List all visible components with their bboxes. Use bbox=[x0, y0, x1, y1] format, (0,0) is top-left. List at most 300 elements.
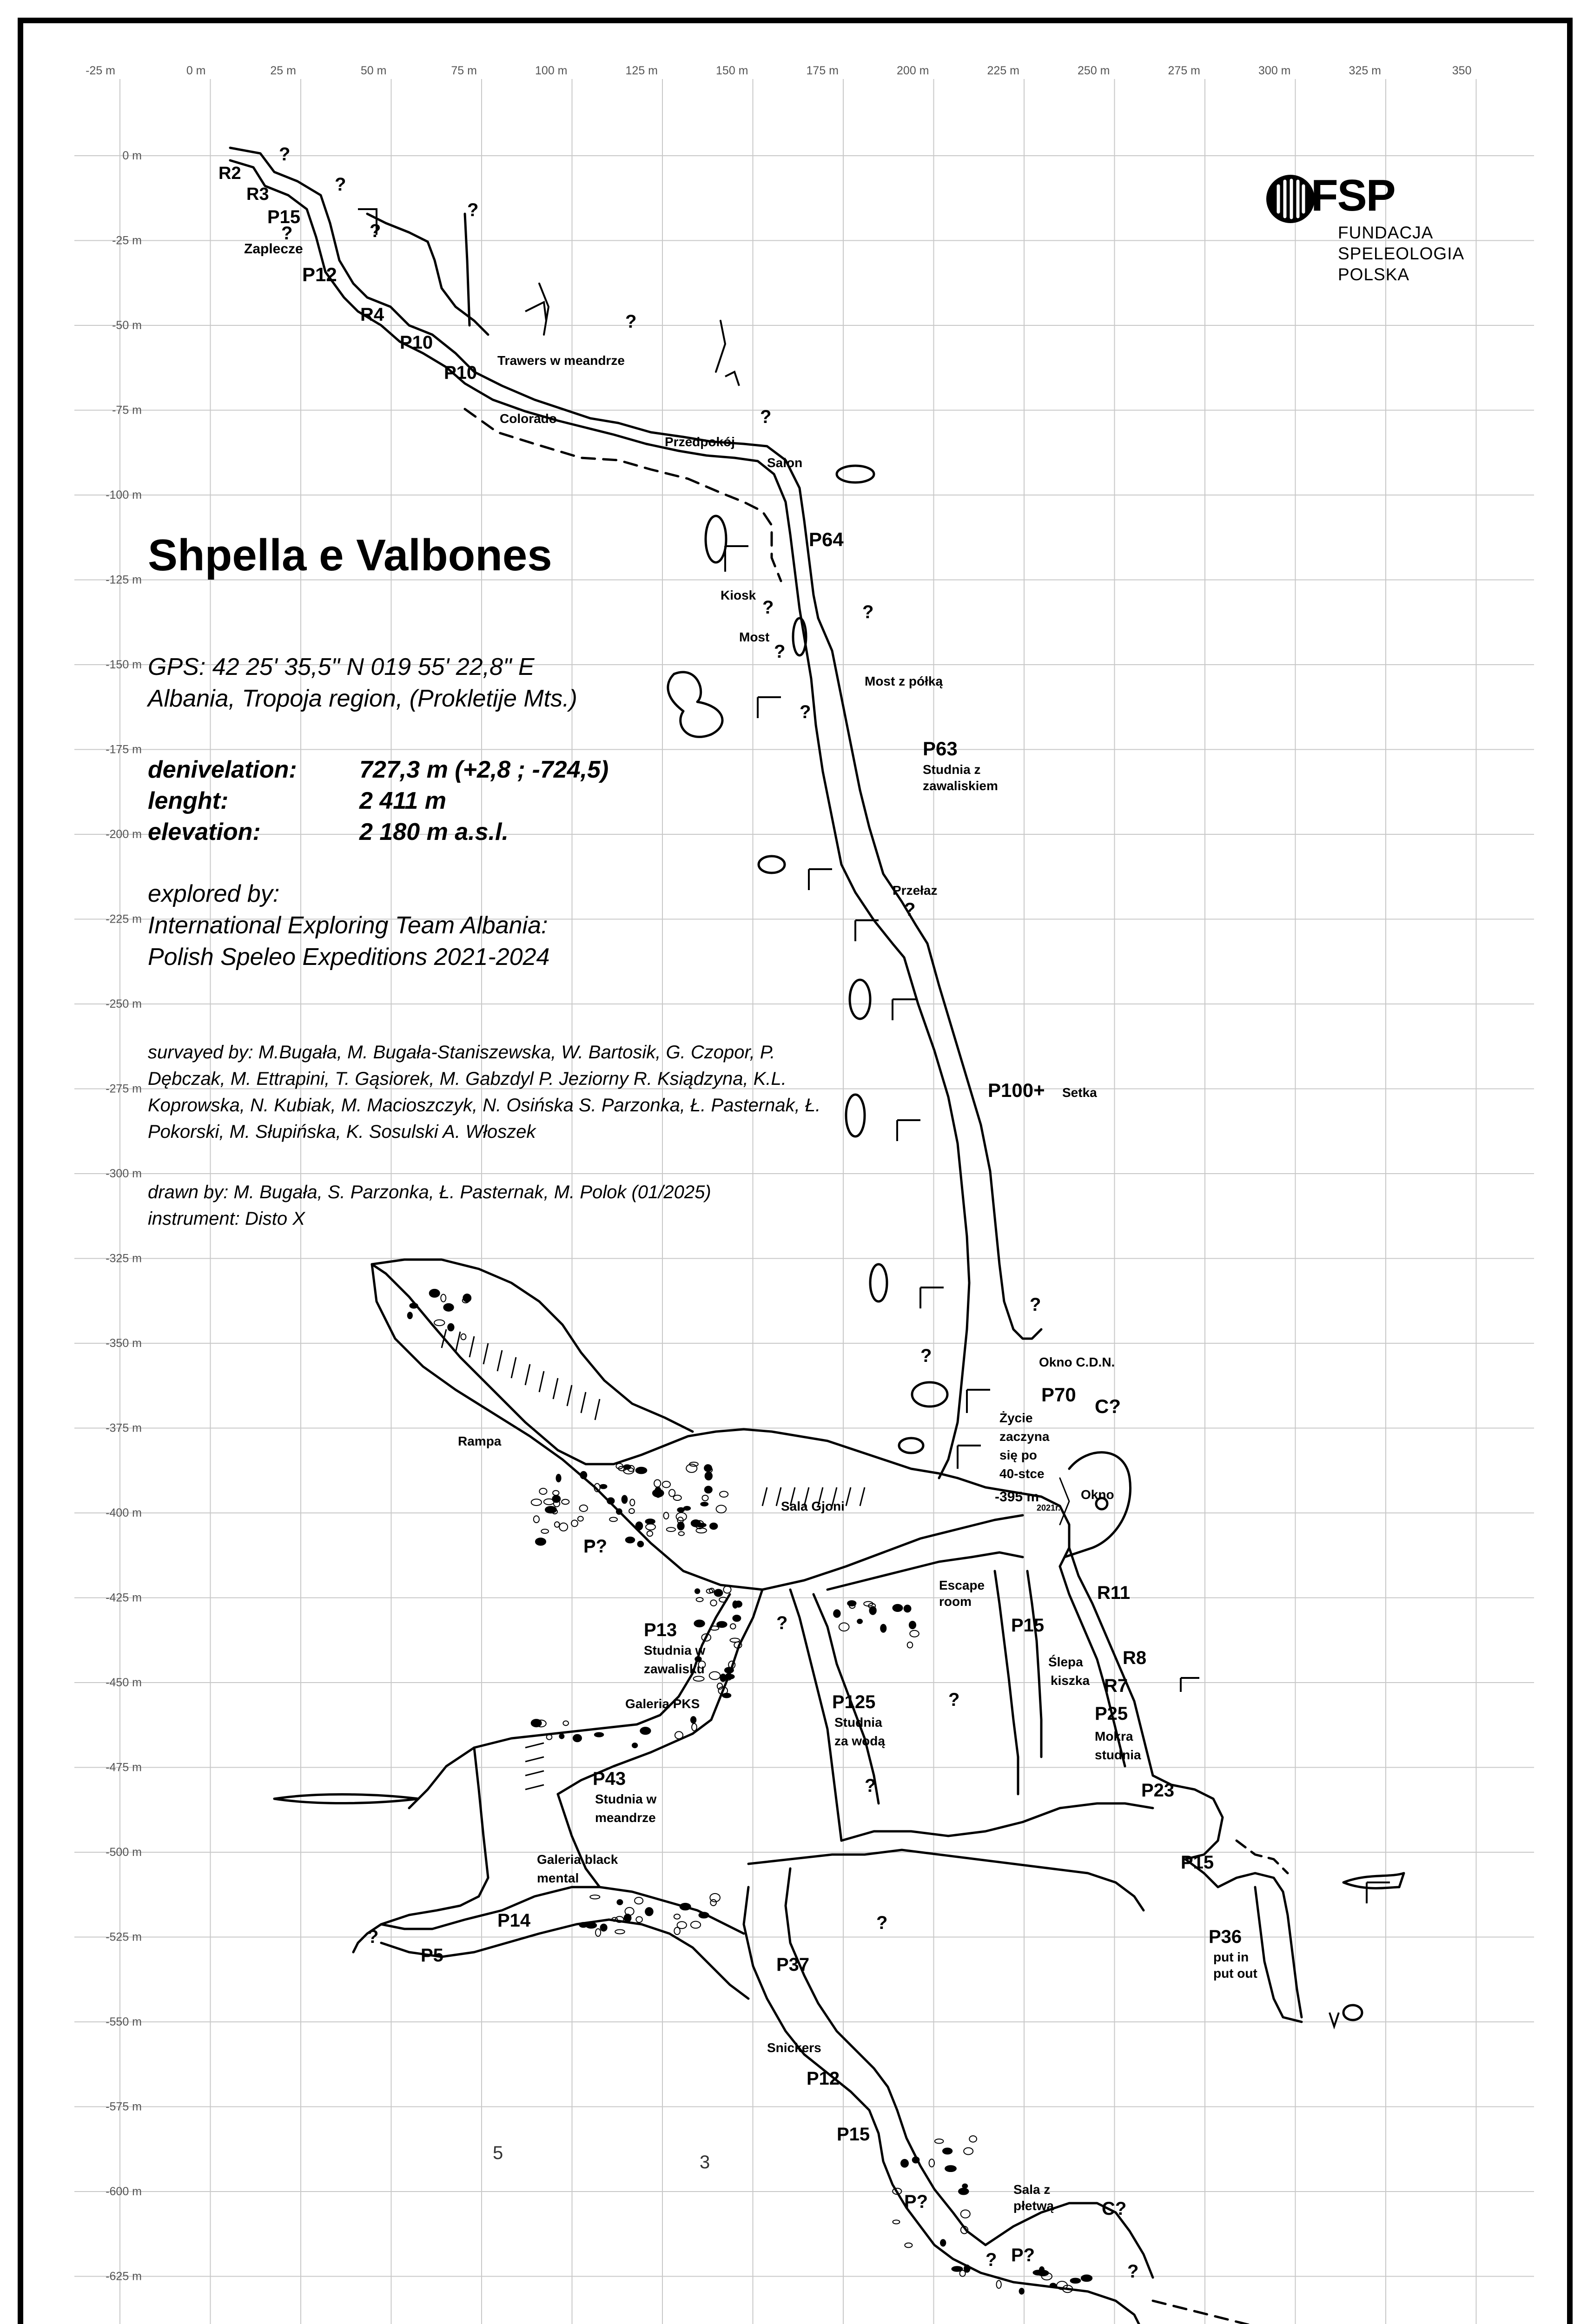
cave-label: R2 bbox=[218, 164, 241, 183]
boulder-9 bbox=[1343, 2005, 1362, 2020]
rubble-dot bbox=[607, 1498, 614, 1504]
y-axis-label: -500 m bbox=[106, 1846, 142, 1859]
cave-label: zaczyna bbox=[999, 1429, 1050, 1444]
cave-label: put out bbox=[1213, 1966, 1257, 1981]
passage-p15-shaft-r bbox=[1027, 1571, 1041, 1757]
cave-label: Przedpokój bbox=[665, 435, 735, 449]
boulder-3 bbox=[850, 980, 870, 1019]
cave-label: mental bbox=[537, 1871, 579, 1885]
boulder-2 bbox=[759, 856, 785, 873]
x-axis-label: 175 m bbox=[806, 64, 839, 77]
rubble-dot bbox=[555, 1522, 560, 1527]
stat-denivelation-value: 727,3 m (+2,8 ; -724,5) bbox=[359, 756, 609, 783]
cave-label: P12 bbox=[302, 264, 337, 285]
y-axis-label: -350 m bbox=[106, 1337, 142, 1350]
cave-label: Most bbox=[739, 630, 770, 644]
cave-label: Okno C.D.N. bbox=[1039, 1355, 1115, 1369]
rubble-dot bbox=[893, 2220, 900, 2224]
rubble-dot bbox=[935, 2139, 944, 2143]
cave-label: P15 bbox=[267, 207, 301, 227]
cave-label: P? bbox=[583, 1536, 608, 1557]
explored-expeditions: Polish Speleo Expeditions 2021-2024 bbox=[148, 944, 550, 971]
rubble-dot bbox=[553, 1491, 559, 1495]
arrow-7 bbox=[920, 1287, 944, 1308]
rubble-dot bbox=[725, 1674, 734, 1679]
y-axis-label: -475 m bbox=[106, 1761, 142, 1774]
passage-lower-dashed-1 bbox=[1153, 2301, 1390, 2324]
rubble-dot bbox=[913, 2157, 919, 2163]
rubble-dot bbox=[907, 1642, 913, 1648]
unknown-continuation-mark: ? bbox=[367, 1927, 379, 1947]
chamber-gjoni-lower bbox=[372, 1264, 1023, 1590]
cave-label: 2021r. bbox=[1037, 1503, 1061, 1512]
rubble-dot bbox=[701, 1502, 708, 1506]
unknown-continuation-mark: ? bbox=[625, 311, 637, 332]
passage-p15-east bbox=[1185, 1859, 1302, 2017]
rubble-dot bbox=[833, 1610, 840, 1617]
rubble-dot bbox=[635, 1897, 643, 1904]
cave-label: P125 bbox=[832, 1692, 876, 1712]
rubble-dot bbox=[1019, 2288, 1024, 2294]
cave-label: C? bbox=[1095, 1395, 1121, 1417]
rubble-dot bbox=[645, 1519, 655, 1524]
gps-coordinates: GPS: 42 25' 35,5" N 019 55' 22,8" E bbox=[148, 654, 535, 680]
cave-label: Snickers bbox=[767, 2040, 821, 2055]
rubble-dot bbox=[408, 1312, 412, 1319]
y-axis-label: -425 m bbox=[106, 1591, 142, 1604]
passage-mid-cross-lower bbox=[748, 1850, 1144, 1910]
arrow-5 bbox=[893, 999, 916, 1020]
rubble-dot bbox=[730, 1624, 736, 1629]
rubble-dot bbox=[590, 1895, 600, 1899]
rubble-dot bbox=[630, 1499, 635, 1505]
y-axis-label: -25 m bbox=[112, 234, 142, 247]
passage-mid-cross bbox=[841, 1803, 1153, 1841]
arrow-3 bbox=[809, 869, 832, 890]
rubble-dot bbox=[615, 1930, 625, 1934]
unknown-continuation-mark: ? bbox=[948, 1690, 960, 1710]
cave-label: P13 bbox=[644, 1620, 677, 1640]
arrow-2 bbox=[758, 697, 781, 718]
cave-label: Colorado bbox=[500, 411, 557, 426]
rubble-dot bbox=[653, 1489, 664, 1497]
rubble-dot bbox=[430, 1289, 440, 1297]
cave-passages bbox=[230, 148, 1450, 2324]
cave-label: zawaliskiem bbox=[923, 779, 998, 793]
y-axis-label: 0 m bbox=[122, 149, 142, 162]
pks-hatch bbox=[525, 1743, 544, 1789]
boulder-6 bbox=[912, 1382, 947, 1406]
rubble-dot bbox=[674, 1914, 680, 1919]
x-axis-label: 250 m bbox=[1078, 64, 1110, 77]
cave-label: zawalisku bbox=[644, 1662, 705, 1676]
cave-label: Studnia w bbox=[595, 1792, 657, 1806]
y-axis-label: -450 m bbox=[106, 1676, 142, 1689]
rubble-dot bbox=[552, 1495, 560, 1502]
cave-label: R4 bbox=[360, 304, 384, 325]
rubble-dot bbox=[669, 1489, 675, 1496]
rubble-dot bbox=[677, 1522, 684, 1530]
rubble-dot bbox=[646, 1524, 655, 1530]
cave-label: Studnia z bbox=[923, 762, 981, 777]
boulder-rock-1 bbox=[668, 672, 722, 737]
rubble-dot bbox=[443, 1304, 453, 1311]
rubble-dot bbox=[839, 1623, 849, 1631]
cave-label: Studnia w bbox=[644, 1643, 706, 1657]
rubble-dot bbox=[695, 1589, 700, 1593]
passage-p37-right bbox=[786, 1868, 897, 2110]
y-axis-label: -325 m bbox=[106, 1252, 142, 1265]
logo-line-3: POLSKA bbox=[1338, 265, 1410, 284]
rubble-dot bbox=[945, 2166, 956, 2172]
rubble-dot bbox=[680, 1903, 691, 1910]
arrow-10 bbox=[1181, 1678, 1199, 1692]
cave-label: P12 bbox=[807, 2068, 840, 2089]
arrow-12 bbox=[1329, 2013, 1339, 2027]
rubble-dot bbox=[534, 1516, 539, 1523]
arrow-14 bbox=[525, 302, 546, 321]
unknown-continuation-mark: ? bbox=[986, 2250, 997, 2270]
y-axis-labels bbox=[106, 149, 142, 2324]
arrow-9 bbox=[958, 1446, 981, 1469]
rubble-dot bbox=[617, 1900, 622, 1905]
passage-snickers-p12-r bbox=[897, 2110, 986, 2245]
cave-label: Okno bbox=[1081, 1487, 1114, 1502]
y-axis-label: -300 m bbox=[106, 1167, 142, 1180]
rubble-dot bbox=[616, 1509, 622, 1514]
cave-label: P25 bbox=[1095, 1703, 1128, 1724]
rubble-dot bbox=[694, 1677, 704, 1681]
rubble-dot bbox=[556, 1474, 561, 1482]
rubble-dot bbox=[699, 1912, 708, 1918]
lens-west bbox=[274, 1795, 418, 1803]
rubble-dot bbox=[667, 1527, 675, 1532]
cave-label: P10 bbox=[444, 363, 477, 383]
boulder-7 bbox=[899, 1438, 923, 1453]
passage-p36-dashed bbox=[1237, 1841, 1288, 1873]
rubble-dot bbox=[720, 1492, 728, 1497]
unknown-continuation-mark: ? bbox=[1127, 2261, 1139, 2282]
rubble-dot bbox=[686, 1464, 697, 1472]
rubble-dot bbox=[709, 1672, 721, 1680]
rubble-dot bbox=[632, 1743, 637, 1748]
x-axis-label: 150 m bbox=[716, 64, 748, 77]
rubble-dot bbox=[441, 1294, 446, 1302]
y-axis-label: -600 m bbox=[106, 2185, 142, 2198]
x-axis-label: -25 m bbox=[86, 64, 115, 77]
rubble-dot bbox=[636, 1467, 647, 1474]
stat-elevation-label: elevation: bbox=[148, 819, 261, 845]
unknown-continuation-mark: ? bbox=[774, 641, 786, 662]
cave-label: Escape bbox=[939, 1578, 985, 1592]
map-title: Shpella e Valbones bbox=[148, 530, 552, 580]
passage-p37-left bbox=[744, 1887, 879, 2133]
explored-label: explored by: bbox=[148, 880, 280, 907]
rubble-dot bbox=[640, 1727, 650, 1734]
rubble-dot bbox=[674, 1495, 681, 1500]
rubble-dot bbox=[691, 1921, 701, 1928]
rubble-dot bbox=[1081, 2275, 1092, 2281]
rubble-dot bbox=[539, 1488, 547, 1494]
cave-label: P100+ bbox=[988, 1079, 1045, 1101]
rubble-dot bbox=[905, 2243, 912, 2248]
cave-label: room bbox=[939, 1594, 972, 1609]
rubble-dot bbox=[710, 1600, 717, 1606]
rubble-dot bbox=[952, 2266, 962, 2271]
shaft-p125-left bbox=[790, 1590, 841, 1841]
cave-label: P15 bbox=[837, 2124, 870, 2145]
rubble-dot bbox=[962, 2184, 967, 2188]
y-axis-label: -550 m bbox=[106, 2015, 142, 2028]
rubble-dot bbox=[679, 1532, 684, 1535]
rubble-dot bbox=[702, 1495, 708, 1501]
cave-label: Galeria PKS bbox=[625, 1697, 700, 1711]
rubble-dot bbox=[463, 1294, 471, 1302]
rubble-dots bbox=[408, 1289, 1092, 2294]
y-axis-label: -75 m bbox=[112, 403, 142, 417]
rubble-dot bbox=[964, 2265, 970, 2272]
unknown-continuation-mark: ? bbox=[281, 223, 293, 244]
x-axis-label: 0 m bbox=[186, 64, 206, 77]
y-axis-label: -400 m bbox=[106, 1506, 142, 1519]
x-axis-label: 325 m bbox=[1349, 64, 1381, 77]
rubble-dot bbox=[717, 1622, 727, 1628]
rubble-dot bbox=[857, 1619, 862, 1624]
cave-label: za wodą bbox=[834, 1734, 885, 1748]
y-axis-label: -225 m bbox=[106, 912, 142, 926]
drawn-by: drawn by: M. Bugała, S. Parzonka, Ł. Pasternak, M. Polok (01/2025) bbox=[148, 1182, 711, 1202]
unknown-continuation-mark: ? bbox=[467, 200, 479, 220]
rubble-dot bbox=[684, 1506, 690, 1510]
unknown-continuation-mark: ? bbox=[862, 602, 874, 622]
rubble-dot bbox=[940, 2239, 946, 2246]
rubble-dot bbox=[964, 2148, 973, 2155]
rubble-dot bbox=[997, 2280, 1001, 2288]
rubble-dot bbox=[559, 1734, 564, 1738]
cave-label: -395 m bbox=[995, 1489, 1039, 1505]
rubble-dot bbox=[578, 1516, 583, 1521]
rubble-dot bbox=[909, 1621, 916, 1629]
rubble-dot bbox=[536, 1538, 546, 1545]
unknown-continuation-mark: ? bbox=[760, 407, 772, 427]
y-axis-label: -175 m bbox=[106, 743, 142, 756]
rubble-dot bbox=[694, 1620, 704, 1627]
rubble-dot bbox=[662, 1481, 670, 1488]
rubble-dot bbox=[880, 1624, 886, 1632]
cave-label: 40-stce bbox=[999, 1466, 1045, 1481]
rubble-dot bbox=[638, 1541, 644, 1547]
cave-label: kiszka bbox=[1051, 1673, 1090, 1688]
boulder-4 bbox=[846, 1095, 865, 1136]
cave-label: Rampa bbox=[458, 1434, 502, 1448]
boulder-kiosk bbox=[706, 516, 726, 562]
cave-label: studnia bbox=[1095, 1748, 1141, 1762]
stat-elevation-value: 2 180 m a.s.l. bbox=[359, 819, 509, 845]
rubble-dot bbox=[691, 1717, 696, 1723]
rubble-dot bbox=[609, 1518, 617, 1522]
unknown-continuation-mark: ? bbox=[800, 702, 811, 722]
rubble-dot bbox=[910, 1631, 919, 1637]
y-axis-label: -200 m bbox=[106, 828, 142, 841]
cave-label: Trawers w meandrze bbox=[497, 353, 625, 368]
cave-label: R7 bbox=[1104, 1676, 1128, 1696]
rubble-dot bbox=[961, 2210, 970, 2218]
rubble-dot bbox=[723, 1586, 731, 1593]
rubble-dot bbox=[735, 1601, 742, 1607]
unknown-continuation-mark: ? bbox=[904, 899, 916, 920]
rubble-dot bbox=[595, 1733, 603, 1737]
rubble-marks bbox=[442, 1329, 865, 1789]
y-axis-label: -125 m bbox=[106, 573, 142, 587]
y-axis-label: -100 m bbox=[106, 489, 142, 502]
cave-label: płetwą bbox=[1013, 2199, 1054, 2213]
cave-label: P23 bbox=[1141, 1780, 1175, 1801]
rubble-dot bbox=[710, 1523, 717, 1530]
unknown-continuation-mark: ? bbox=[1030, 1294, 1041, 1315]
rubble-dot bbox=[733, 1615, 741, 1621]
rubble-dot bbox=[722, 1693, 731, 1697]
rubble-dot bbox=[677, 1921, 687, 1928]
cave-label: Kiosk bbox=[721, 588, 756, 602]
rubble-dot bbox=[573, 1735, 582, 1742]
x-axis-label: 100 m bbox=[535, 64, 568, 77]
arrow-11 bbox=[1367, 1882, 1390, 1903]
unknown-continuation-mark: ? bbox=[876, 1913, 888, 1933]
cave-label: Setka bbox=[1062, 1085, 1097, 1100]
unknown-continuation-mark: ? bbox=[370, 221, 381, 241]
rubble-dot bbox=[580, 1472, 587, 1479]
rubble-dot bbox=[720, 1674, 726, 1682]
rubble-dot bbox=[647, 1531, 653, 1536]
logo-line-2: SPELEOLOGIA bbox=[1338, 244, 1465, 263]
cave-label: Przełaz bbox=[893, 883, 938, 898]
stat-denivelation-label: denivelation: bbox=[148, 756, 297, 783]
cave-label: P37 bbox=[776, 1954, 810, 1975]
cave-label: R11 bbox=[1097, 1583, 1131, 1603]
unknown-continuation-mark: ? bbox=[335, 174, 346, 195]
rubble-dot bbox=[531, 1499, 542, 1505]
cave-label: C? bbox=[1102, 2199, 1127, 2219]
rubble-dot bbox=[580, 1505, 588, 1512]
y-axis-label: -525 m bbox=[106, 1930, 142, 1944]
x-axis-label: 225 m bbox=[987, 64, 1019, 77]
stat-length-value: 2 411 m bbox=[359, 787, 446, 814]
rubble-dot bbox=[559, 1523, 568, 1531]
cave-label: P36 bbox=[1209, 1927, 1242, 1947]
cave-label: Życie bbox=[999, 1411, 1033, 1425]
rubble-dot bbox=[1071, 2278, 1081, 2284]
rubble-dot bbox=[716, 1505, 727, 1512]
chamber-rampa-outer bbox=[372, 1260, 693, 1432]
rubble-dot bbox=[1050, 2283, 1056, 2287]
cave-labels bbox=[218, 144, 1472, 2324]
y-axis-label: -375 m bbox=[106, 1421, 142, 1435]
rubble-dot bbox=[943, 2148, 952, 2154]
cave-label: P43 bbox=[593, 1769, 626, 1789]
x-axis-label: 350 bbox=[1452, 64, 1472, 77]
unknown-continuation-mark: ? bbox=[762, 597, 774, 618]
rubble-dot bbox=[601, 1924, 607, 1931]
y-axis-label: -575 m bbox=[106, 2100, 142, 2113]
cave-label: P5 bbox=[421, 1945, 443, 1966]
cave-label: P64 bbox=[809, 528, 844, 550]
rubble-dot bbox=[636, 1917, 642, 1922]
logo-line-1: FUNDACJA bbox=[1338, 223, 1434, 242]
passage-p43-left bbox=[381, 1748, 488, 1924]
rubble-dot bbox=[544, 1499, 554, 1505]
cave-label: P? bbox=[1011, 2245, 1035, 2265]
y-axis-label: -250 m bbox=[106, 997, 142, 1010]
x-axis-label: 275 m bbox=[1168, 64, 1200, 77]
unknown-continuation-mark: ? bbox=[920, 1346, 932, 1366]
x-axis-label: 25 m bbox=[270, 64, 296, 77]
rubble-dot bbox=[636, 1522, 643, 1530]
cave-label: Ślepa bbox=[1048, 1655, 1083, 1669]
cave-label: P15 bbox=[1181, 1852, 1214, 1873]
unknown-continuation-mark: ? bbox=[776, 1613, 788, 1633]
rubble-dot bbox=[448, 1324, 454, 1331]
x-axis-label: 125 m bbox=[625, 64, 658, 77]
rubble-dot bbox=[654, 1480, 661, 1487]
cave-label: R8 bbox=[1123, 1648, 1147, 1668]
cave-label: Sala z bbox=[1013, 2182, 1051, 2197]
cave-label: R3 bbox=[246, 185, 269, 204]
rubble-dot bbox=[847, 1601, 856, 1606]
fish-mark bbox=[1343, 1873, 1404, 1888]
boulder-salon bbox=[837, 466, 874, 482]
cave-label: Studnia bbox=[834, 1715, 882, 1730]
stray-mark-5: 5 bbox=[493, 2143, 503, 2163]
arrow-1 bbox=[725, 546, 748, 572]
rubble-dot bbox=[624, 1914, 631, 1922]
rubble-dot bbox=[676, 1512, 687, 1520]
rubble-dot bbox=[595, 1929, 601, 1936]
arrow-15 bbox=[725, 372, 739, 386]
cave-label: się po bbox=[999, 1448, 1037, 1462]
rubble-dot bbox=[692, 1723, 697, 1731]
passage-escape-room bbox=[827, 1552, 1023, 1590]
cave-label: Galeria black bbox=[537, 1852, 618, 1867]
y-axis-label: -625 m bbox=[106, 2270, 142, 2283]
cave-label: Salon bbox=[767, 456, 803, 470]
explored-team: International Exploring Team Albania: bbox=[148, 912, 548, 939]
rubble-dot bbox=[959, 2188, 968, 2195]
rubble-dot bbox=[901, 2159, 908, 2167]
rubble-dot bbox=[541, 1529, 549, 1533]
rubble-dot bbox=[410, 1303, 417, 1308]
rubble-dot bbox=[563, 1721, 569, 1726]
cave-label: Most z półką bbox=[865, 674, 943, 688]
y-axis-label: -50 m bbox=[112, 319, 142, 332]
rubble-dot bbox=[904, 1605, 911, 1612]
stat-length-label: lenght: bbox=[148, 787, 229, 814]
entrance-squiggle-2 bbox=[716, 321, 725, 372]
rubble-dot bbox=[579, 1922, 587, 1927]
rubble-dot bbox=[705, 1486, 712, 1493]
x-axis-label: 75 m bbox=[451, 64, 477, 77]
instrument: instrument: Disto X bbox=[148, 1208, 305, 1229]
arrow-8 bbox=[967, 1390, 990, 1413]
logo-brand: FSP bbox=[1311, 171, 1395, 220]
rubble-dot bbox=[696, 1523, 706, 1527]
rubble-dot bbox=[704, 1465, 712, 1472]
unknown-continuation-mark: ? bbox=[279, 144, 291, 165]
x-axis-label: 50 m bbox=[360, 64, 387, 77]
rubble-dot bbox=[562, 1499, 569, 1505]
passage-p36-left bbox=[1255, 1887, 1302, 2022]
rubble-dot bbox=[705, 1472, 712, 1480]
rubble-dot bbox=[461, 1334, 466, 1340]
